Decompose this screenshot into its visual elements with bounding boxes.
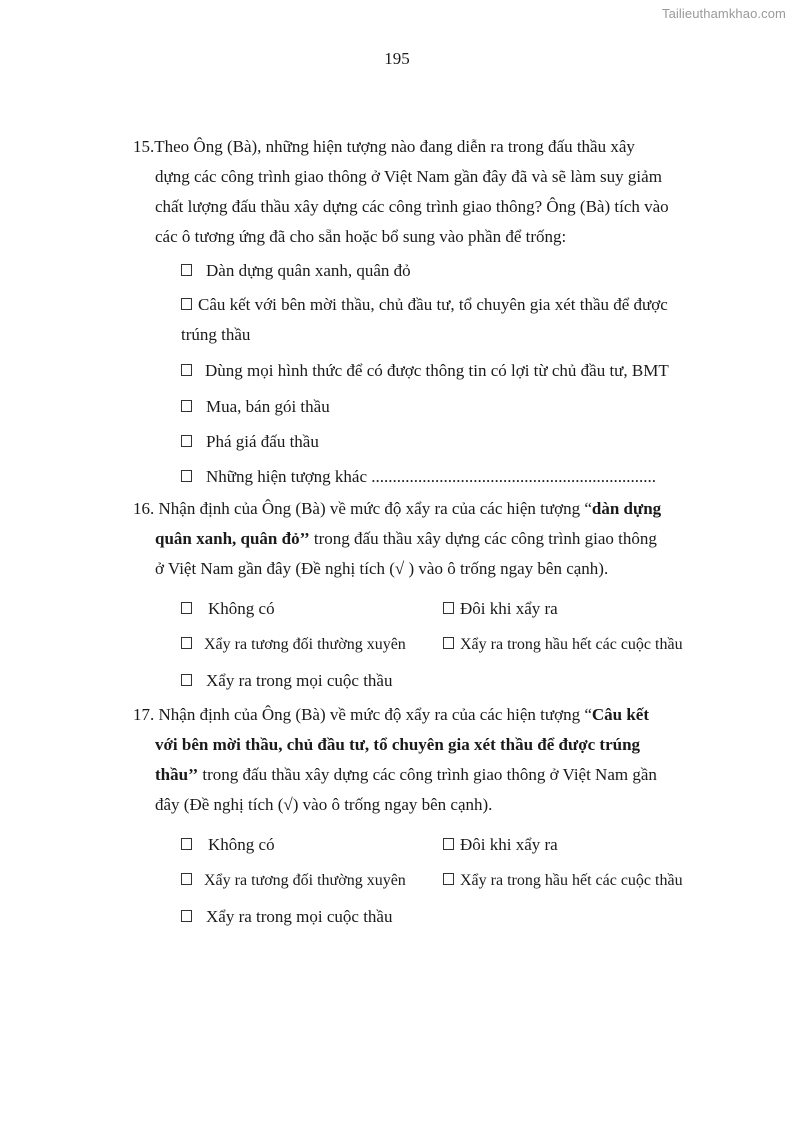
q16-line-1: 16. Nhận định của Ông (Bà) về mức độ xẩy ra của các hiện tượng “dàn dựng <box>133 499 662 518</box>
q16-option-most[interactable]: Xẩy ra trong hầu hết các cuộc thầu <box>443 635 683 655</box>
q15-line-1: 15.Theo Ông (Bà), những hiện tượng nào đang diễn ra trong đấu thầu xây <box>133 137 635 156</box>
q15-line-3: chất lượng đấu thầu xây dựng các công trình giao thông? Ông (Bà) tích vào <box>155 197 669 216</box>
checkbox[interactable] <box>443 838 454 850</box>
question-16 <box>133 494 718 584</box>
q17-option-sometimes[interactable]: Đôi khi xẩy ra <box>443 835 558 855</box>
q15-line-4: các ô tương ứng đã cho sẵn hoặc bổ sung vào phần để trống: <box>155 227 567 246</box>
q16-option-sometimes[interactable]: Đôi khi xẩy ra <box>443 599 558 619</box>
checkbox[interactable] <box>443 873 454 885</box>
checkbox[interactable] <box>181 400 192 412</box>
question-17 <box>133 700 718 820</box>
q15-option-2[interactable]: Câu kết với bên mời thầu, chủ đầu tư, tổ chuyên gia xét thầu để được trúng thầu <box>181 295 668 344</box>
q15-option-6[interactable]: Những hiện tượng khác ................................................................... <box>181 467 656 487</box>
checkbox[interactable] <box>181 873 192 885</box>
q15-option-5[interactable]: Phá giá đấu thầu <box>181 432 319 452</box>
q16-number: 16. <box>133 499 155 518</box>
checkbox[interactable] <box>181 364 192 376</box>
q16-option-frequent[interactable]: Xẩy ra tương đối thường xuyên <box>181 635 406 655</box>
watermark: Tailieuthamkhao.com <box>661 6 786 21</box>
checkbox[interactable] <box>181 674 192 686</box>
q16-line-2: quân xanh, quân đỏ’’ trong đấu thầu xây dựng các công trình giao thông <box>155 529 657 548</box>
q16-line-3: ở Việt Nam gần đây (Đề nghị tích (√ ) vào ô trống ngay bên cạnh). <box>155 559 609 578</box>
question-15 <box>133 132 718 252</box>
checkbox[interactable] <box>181 470 192 482</box>
checkbox[interactable] <box>443 602 454 614</box>
checkbox[interactable] <box>181 602 192 614</box>
checkbox[interactable] <box>181 637 192 649</box>
checkbox[interactable] <box>443 637 454 649</box>
q15-option-4[interactable]: Mua, bán gói thầu <box>181 397 330 417</box>
q15-option-3[interactable]: Dùng mọi hình thức để có được thông tin có lợi từ chủ đầu tư, BMT <box>181 361 669 381</box>
checkbox[interactable] <box>181 264 192 276</box>
q16-option-every[interactable]: Xẩy ra trong mọi cuộc thầu <box>181 671 392 691</box>
q17-option-frequent[interactable]: Xẩy ra tương đối thường xuyên <box>181 871 406 891</box>
q17-option-every[interactable]: Xẩy ra trong mọi cuộc thầu <box>181 907 392 927</box>
checkbox[interactable] <box>181 435 192 447</box>
q17-number: 17. <box>133 705 155 724</box>
q17-line-3: thầu’’ trong đấu thầu xây dựng các công trình giao thông ở Việt Nam gần <box>155 765 657 784</box>
q17-line-1: 17. Nhận định của Ông (Bà) về mức độ xẩy ra của các hiện tượng “Câu kết <box>133 705 650 724</box>
q17-option-most[interactable]: Xẩy ra trong hầu hết các cuộc thầu <box>443 871 683 891</box>
q16-option-none[interactable]: Không có <box>181 599 275 619</box>
q15-number: 15. <box>133 137 155 156</box>
q15-line-2: dựng các công trình giao thông ở Việt Nam gần đây đã và sẽ làm suy giảm <box>155 167 662 186</box>
q15-option-1[interactable]: Dàn dựng quân xanh, quân đỏ <box>181 261 411 281</box>
checkbox[interactable] <box>181 298 192 310</box>
checkbox[interactable] <box>181 910 192 922</box>
q17-option-none[interactable]: Không có <box>181 835 275 855</box>
checkbox[interactable] <box>181 838 192 850</box>
q17-line-2: với bên mời thầu, chủ đầu tư, tổ chuyên gia xét thầu để được trúng <box>155 735 641 754</box>
q17-line-4: đây (Đề nghị tích (√) vào ô trống ngay bên cạnh). <box>155 795 493 814</box>
page-number: 195 <box>384 49 410 68</box>
